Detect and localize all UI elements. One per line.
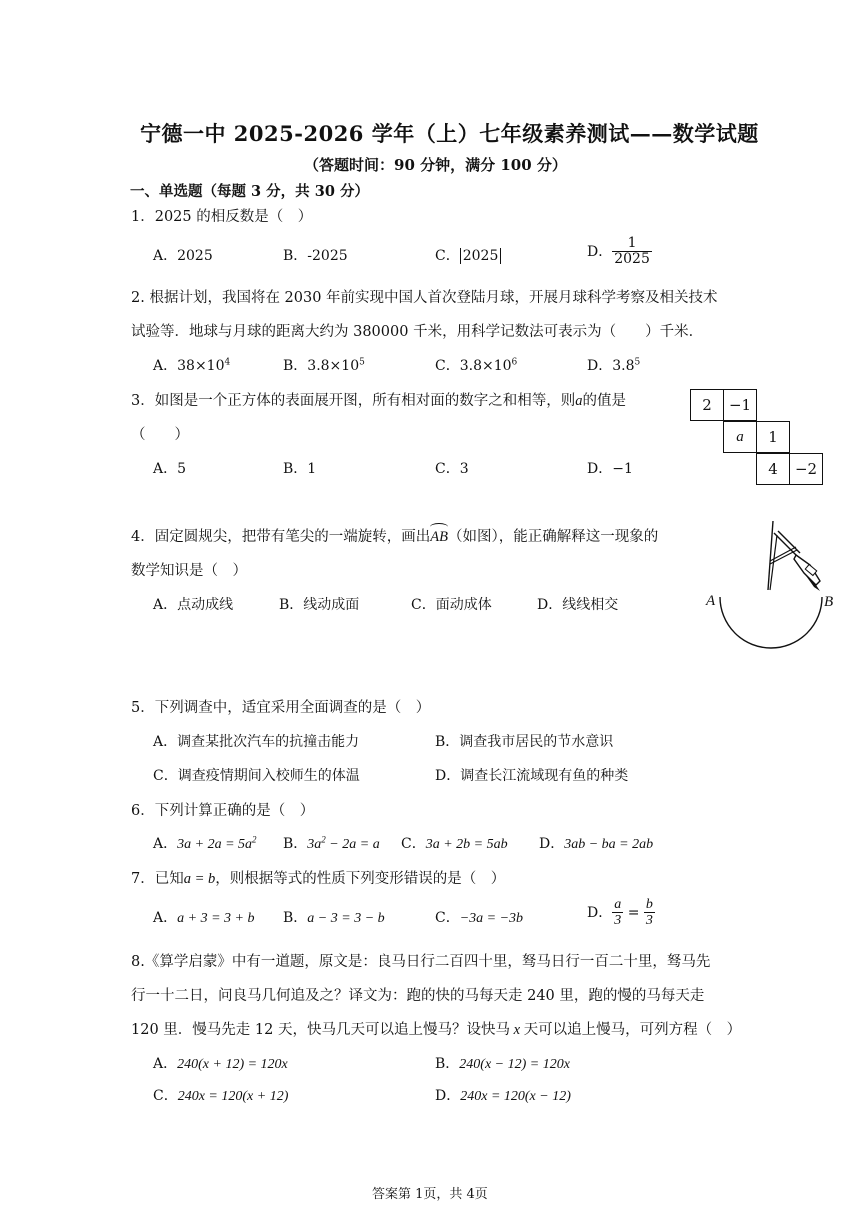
q3-option-a: A．5 — [153, 461, 187, 477]
q1-option-c-label: C． — [435, 248, 460, 264]
q8-line3: 120 里．慢马先走 12 天，快马几天可以追上慢马？设快马 x 天可以追上慢马，可列方程（ ） — [131, 1022, 742, 1038]
q4-option-c: C．面动成体 — [411, 597, 492, 613]
q5-option-d: D．调查长江流域现有鱼的种类 — [435, 768, 629, 784]
q3-option-d: D．−1 — [587, 461, 633, 477]
q3-variable: a — [575, 393, 583, 409]
q1-stem: 1．2025 的相反数是（ ） — [131, 209, 313, 225]
q1-option-d-numerator: 1 — [612, 236, 652, 252]
q8-line1: 8.《算学启蒙》中有一道题，原文是：良马日行二百四十里，驽马日行一百二十里，驽马先 — [131, 954, 711, 970]
q7-stem: 7．已知a = b，则根据等式的性质下列变形错误的是（ ） — [131, 871, 506, 887]
cube-face: 2 — [690, 389, 724, 421]
q6-option-d: D．3ab − ba = 2ab — [539, 836, 654, 852]
q8-option-c: C．240x = 120(x + 12) — [153, 1088, 289, 1104]
q6-stem: 6．下列计算正确的是（ ） — [131, 803, 315, 819]
page-footer: 答案第 1页，共 4页 — [372, 1187, 488, 1202]
q4-arc-label: AB — [430, 526, 448, 546]
q6-option-c: C．3a + 2b = 5ab — [401, 836, 508, 852]
q7-option-d: D． $\frac{a}{3}$ = $\frac{b}{3}$ — [587, 897, 653, 929]
q1-option-c-value: 2025 — [460, 248, 502, 264]
q1-option-d-denominator: 2025 — [614, 251, 650, 268]
q1-option-a: A．2025 — [153, 248, 213, 264]
q3-option-b: B．1 — [283, 461, 317, 477]
q8-option-a: A．240(x + 12) = 120x — [153, 1056, 288, 1072]
q5-option-c: C．调查疫情期间入校师生的体温 — [153, 768, 360, 784]
q5-option-a: A．调查某批次汽车的抗撞击能力 — [153, 734, 360, 750]
q1-option-d-label: D． — [587, 243, 613, 260]
section-heading: 一、单选题（每题 3 分，共 30 分） — [130, 183, 369, 200]
q7-option-b: B．a − 3 = 3 − b — [283, 910, 385, 926]
q4-option-a: A．点动成线 — [153, 597, 234, 613]
cube-face: 4 — [756, 453, 790, 485]
point-a-label: A — [706, 593, 716, 609]
q4-option-d: D．线线相交 — [537, 597, 619, 613]
cube-face: 1 — [756, 421, 790, 453]
q8-line2: 行一十二日，问良马几何追及之？译文为：跑的快的马每天走 240 里，跑的慢的马每天走 — [131, 988, 705, 1004]
arc-ab — [720, 597, 822, 648]
q7-option-a: A．a + 3 = 3 + b — [153, 910, 255, 926]
q8-option-b: B．240(x − 12) = 120x — [435, 1056, 570, 1072]
q7-option-c: C．−3a = −3b — [435, 910, 524, 926]
q1-option-d — [587, 236, 652, 268]
q6-option-b: B．$3a^2 - 2a = a$ — [283, 834, 380, 852]
page-subtitle: （答题时间：90 分钟，满分 100 分） — [304, 156, 567, 174]
q2-option-d: D．$3.8^5$ — [587, 357, 641, 374]
q6-option-a: A．$3a + 2a = 5a^2$ — [153, 834, 257, 852]
q3-option-c: C．3 — [435, 461, 469, 477]
q2-option-c: C．$3.8\times 10^6$ — [435, 357, 518, 374]
q5-option-b: B．调查我市居民的节水意识 — [435, 734, 614, 750]
q2-line1: 2. 根据计划，我国将在 2030 年前实现中国人首次登陆月球，开展月球科学考察及相关技术 — [131, 290, 718, 306]
q2-option-a: A．$38\times 10^4$ — [153, 357, 231, 374]
cube-face: −2 — [789, 453, 823, 485]
q5-stem: 5．下列调查中，适宜采用全面调查的是（ ） — [131, 700, 431, 716]
compass-arc-figure — [700, 515, 850, 680]
q1-option-c — [435, 245, 501, 265]
q4-line1: 4．固定圆规尖，把带有笔尖的一端旋转，画出 AB（如图），能正确解释这一现象的 — [131, 525, 658, 546]
q3-line1: 3．如图是一个正方体的表面展开图，所有相对面的数字之和相等，则a的值是 — [131, 393, 626, 409]
point-b-label: B — [824, 594, 834, 610]
q4-option-b: B．线动成面 — [279, 597, 360, 613]
q4-line2: 数学知识是（ ） — [131, 563, 247, 579]
q8-option-d: D．240x = 120(x − 12) — [435, 1088, 571, 1104]
q1-option-b: B．-2025 — [283, 248, 348, 264]
cube-face: a — [723, 421, 757, 453]
page-title: 宁德一中 2025-2026 学年（上）七年级素养测试——数学试题 — [140, 121, 759, 146]
q2-option-b: B．$3.8\times 10^5$ — [283, 357, 365, 374]
cube-face: −1 — [723, 389, 757, 421]
q3-line2: （ ） — [131, 427, 189, 443]
q2-line2: 试验等．地球与月球的距离大约为 380000 千米，用科学记数法可表示为（ ）千米． — [131, 324, 704, 340]
